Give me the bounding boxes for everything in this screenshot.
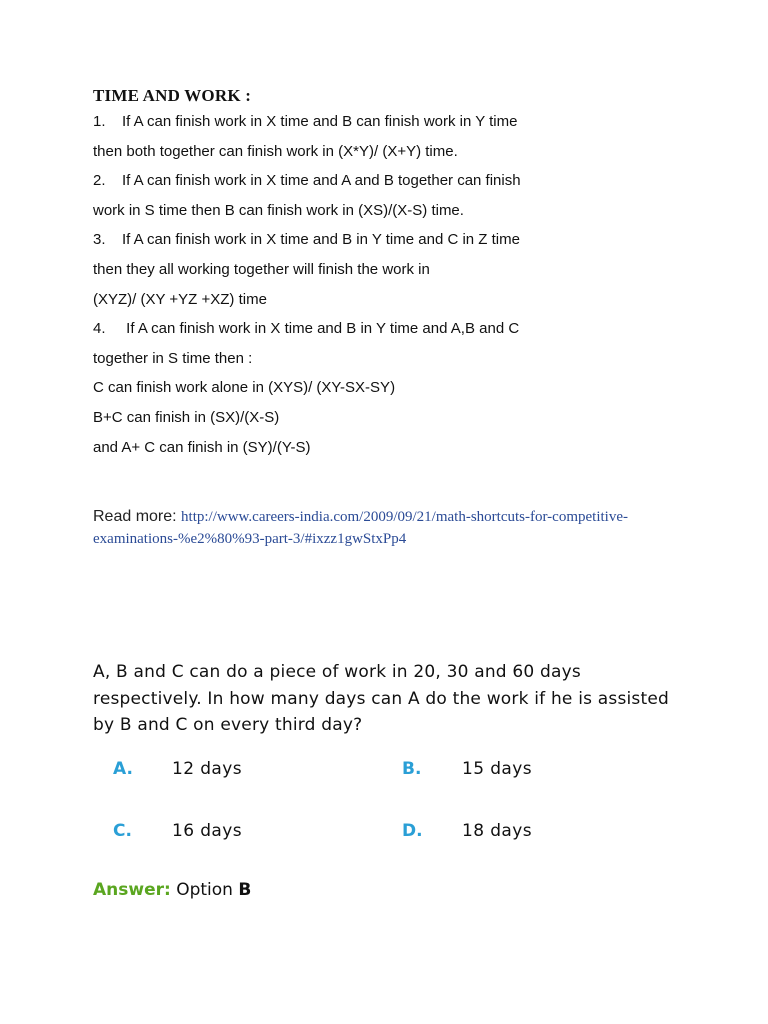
option-a-text: 12 days [172, 759, 242, 779]
rule-text: work in S time then B can finish work in (XS)/(X-S) time. [93, 202, 464, 219]
rule-line [93, 261, 430, 278]
rule-number: 3. [93, 231, 106, 248]
rule-text: together in S time then : [93, 350, 253, 367]
rule-line [93, 231, 520, 248]
rule-text: If A can finish work in X time and A and B together can finish [122, 172, 521, 189]
option-d-text: 18 days [462, 821, 532, 841]
rule-line [93, 320, 519, 337]
answer-label: Answer: [93, 880, 171, 900]
rule-line [93, 113, 517, 130]
rule-number: 4. [93, 320, 106, 337]
answer-choice: B [238, 880, 252, 900]
rule-line [93, 439, 310, 456]
rule-text: If A can finish work in X time and B in Y time and A,B and C [122, 320, 520, 337]
option-c-text: 16 days [172, 821, 242, 841]
page-title: TIME AND WORK : [93, 86, 252, 105]
rule-line [93, 379, 395, 396]
rule-text: C can finish work alone in (XYS)/ (XY-SX-SY) [93, 379, 396, 396]
read-more-label: Read more: [93, 508, 182, 525]
rule-text: If A can finish work in X time and B in Y time and C in Z time [122, 231, 520, 248]
answer-prefix: Option [176, 880, 233, 900]
rule-line [93, 143, 458, 160]
read-more [93, 506, 693, 550]
rule-text: then they all working together will finish the work in [93, 261, 430, 278]
rule-text: and A+ C can finish in (SY)/(Y-S) [93, 439, 311, 456]
option-b-text: 15 days [462, 759, 532, 779]
rule-line [93, 350, 252, 367]
rule-line [93, 202, 464, 219]
rule-text: (XYZ)/ (XY +YZ +XZ) time [93, 291, 267, 308]
option-a-letter: A. [113, 759, 133, 779]
rule-text: B+C can finish in (SX)/(X-S) [93, 409, 280, 426]
rule-line [93, 409, 279, 426]
option-d-letter: D. [402, 821, 423, 841]
read-more-link[interactable]: http://www.careers-india.com/2009/09/21/math-shortcuts-for-competitive-examinations-%e2%80%93-part-3/#ixzz1gwStxPp4 [93, 509, 628, 547]
rule-line [93, 172, 521, 189]
option-c-letter: C. [113, 821, 132, 841]
answer-line [93, 880, 251, 900]
rule-line [93, 291, 267, 308]
option-b-letter: B. [402, 759, 422, 779]
rule-text: If A can finish work in X time and B can finish work in Y time [122, 113, 518, 130]
rule-number: 1. [93, 113, 106, 130]
question-text: A, B and C can do a piece of work in 20, 30 and 60 days respectively. In how many days can A do the work if he is assisted by B and C on every third day? [93, 662, 670, 735]
rule-text: then both together can finish work in (X*Y)/ (X+Y) time. [93, 143, 458, 160]
rule-number: 2. [93, 172, 106, 189]
